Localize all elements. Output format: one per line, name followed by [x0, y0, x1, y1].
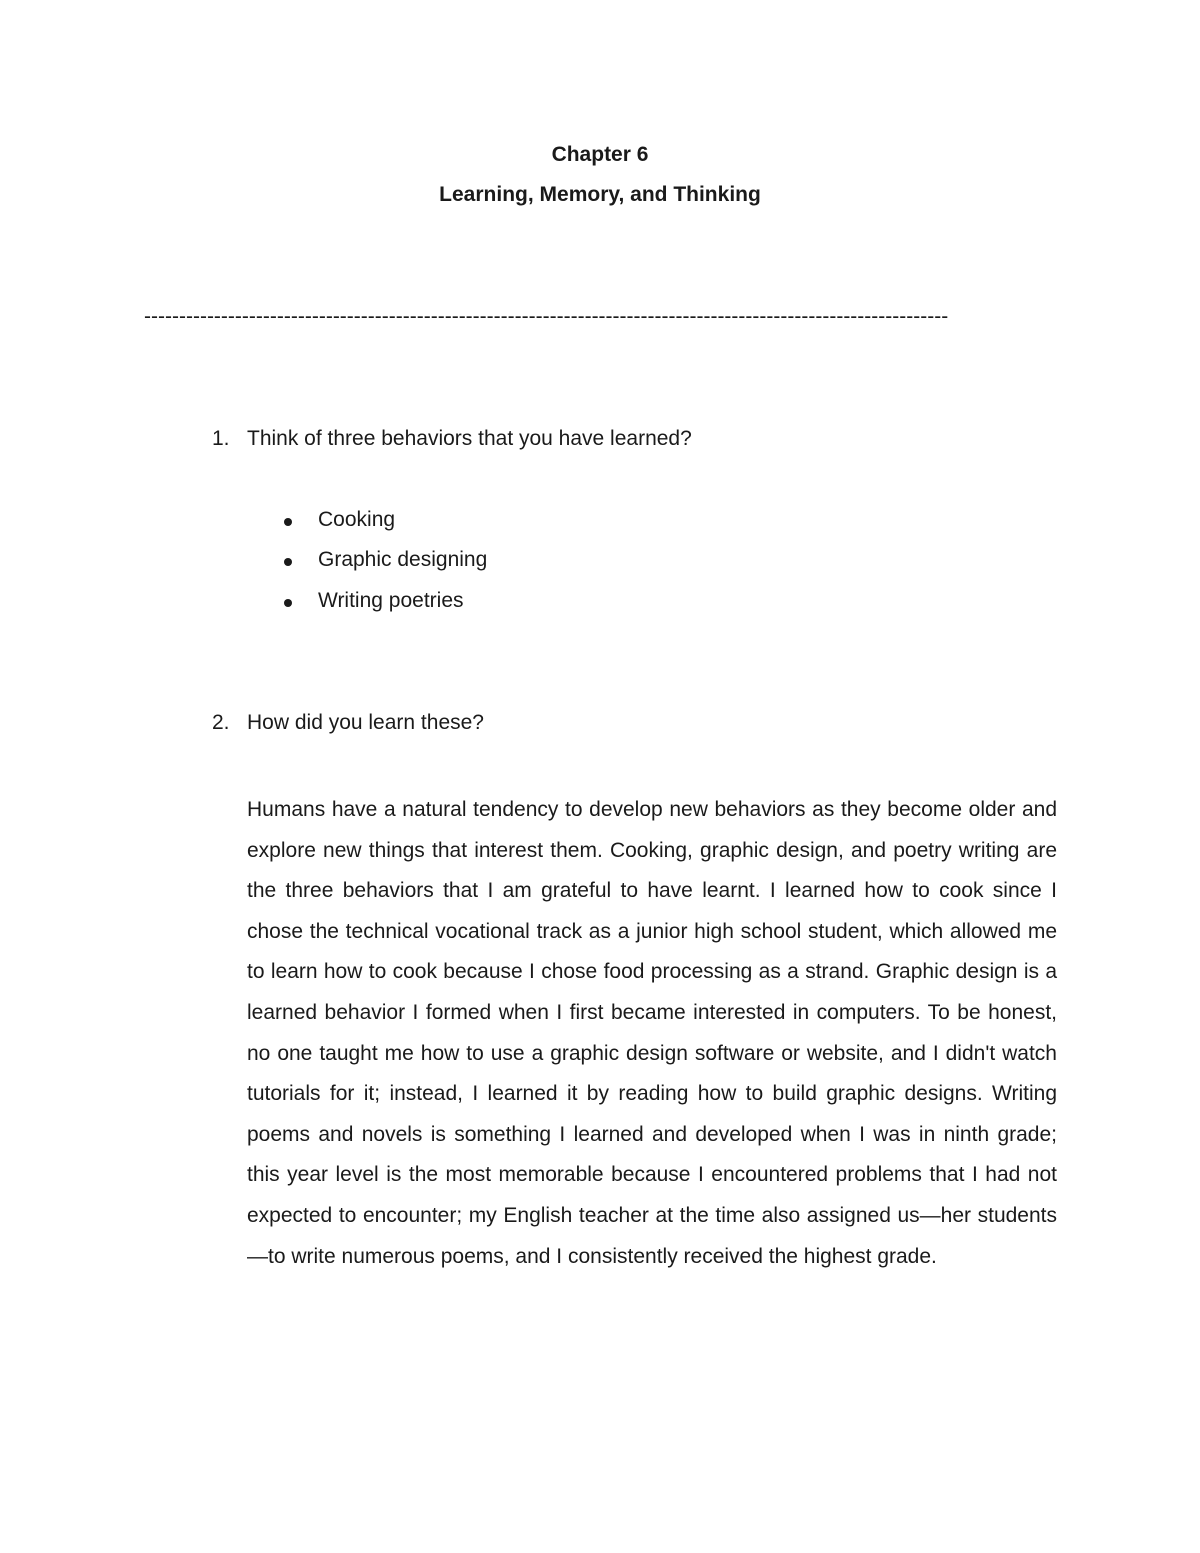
bullet-icon: [284, 518, 292, 526]
bullet-label: Graphic designing: [318, 548, 488, 571]
bullet-icon: [284, 558, 292, 566]
chapter-heading: Chapter 6: [551, 143, 649, 166]
question-2-number: 2.: [212, 711, 230, 734]
chapter-title: Learning, Memory, and Thinking: [439, 183, 761, 206]
question-1-text: Think of three behaviors that you have learned?: [247, 427, 692, 450]
question-2-answer: Humans have a natural tendency to develop new behaviors as they become older and explore new things that interest them. Cooking, graphic design, and poetry writing are the three behaviors that I am grateful to have learnt. I learned how to cook since I chose the technical vocational track as a junior high school student, which allowed me to learn how to cook because I chose food processing as a strand. Graphic design is a learned behavior I formed when I first became interested in computers. To be honest, no one taught me how to use a graphic design software or website, and I didn't watch tutorials for it; instead, I learned it by reading how to build graphic designs. Writing poems and novels is something I learned and developed when I was in ninth grade; this year level is the most memorable because I encountered problems that I had not expected to encounter; my English teacher at the time also assigned us—her students—to write numerous poems, and I consistently received the highest grade.: [247, 798, 1057, 1268]
question-1-number: 1.: [212, 427, 230, 450]
question-2-text: How did you learn these?: [247, 711, 484, 734]
bullet-icon: [284, 599, 292, 607]
bullet-label: Cooking: [318, 508, 396, 531]
bullet-label: Writing poetries: [318, 589, 464, 612]
separator-line: -------------------------------------------------------------------------------------------------------------------: [144, 305, 949, 328]
